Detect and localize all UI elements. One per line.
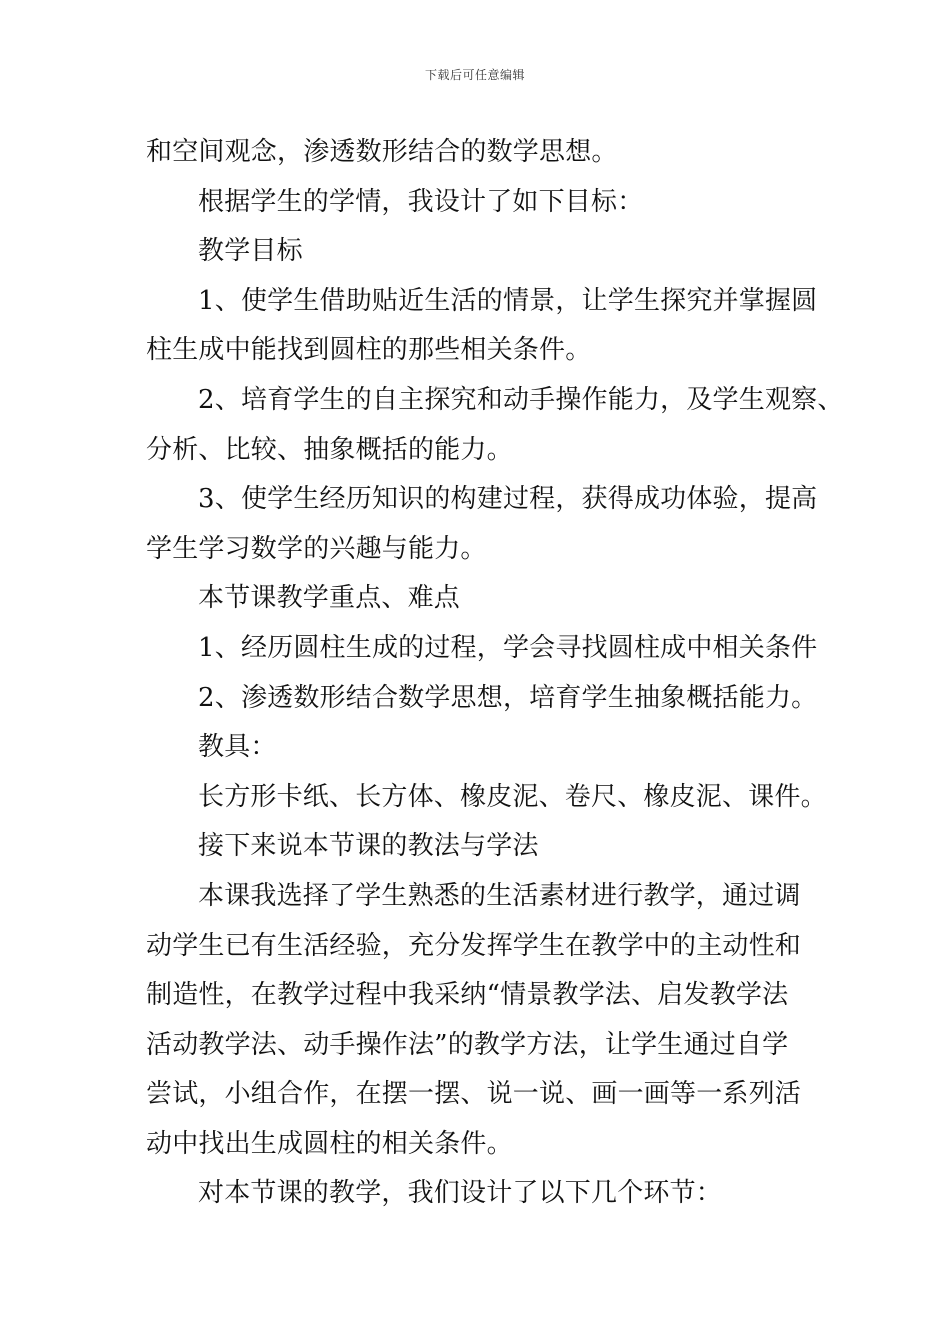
paragraph-line: 分析、比较、抽象概括的能力。 bbox=[146, 434, 513, 465]
paragraph-line: 动学生已有生活经验，充分发挥学生在教学中的主动性和 bbox=[146, 930, 802, 961]
paragraph-line: 2、渗透数形结合数学思想，培育学生抽象概括能力。 bbox=[198, 682, 818, 713]
paragraph-line: 2、培育学生的自主探究和动手操作能力，及学生观察、 bbox=[198, 384, 844, 415]
paragraph-line: 1、经历圆柱生成的过程，学会寻找圆柱成中相关条件 bbox=[198, 632, 818, 663]
page-header: 下载后可任意编辑 bbox=[424, 68, 525, 82]
paragraph-line: 柱生成中能找到圆柱的那些相关条件。 bbox=[146, 335, 592, 366]
paragraph-line: 根据学生的学情，我设计了如下目标： bbox=[198, 186, 644, 217]
paragraph-line: 学生学习数学的兴趣与能力。 bbox=[146, 533, 487, 564]
paragraph-line: 对本节课的教学，我们设计了以下几个环节： bbox=[198, 1178, 723, 1209]
section-heading: 接下来说本节课的教法与学法 bbox=[198, 831, 539, 862]
paragraph-line: 制造性，在教学过程中我采纳“情景教学法、启发教学法 bbox=[146, 980, 789, 1011]
paragraph-line: 长方形卡纸、长方体、橡皮泥、卷尺、橡皮泥、课件。 bbox=[198, 781, 827, 812]
paragraph-line: 活动教学法、动手操作法”的教学方法，让学生通过自学 bbox=[146, 1029, 789, 1060]
paragraph-line: 尝试，小组合作，在摆一摆、说一说、画一画等一系列活 bbox=[146, 1079, 802, 1110]
paragraph-line: 3、使学生经历知识的构建过程，获得成功体验，提高 bbox=[198, 484, 818, 515]
section-heading: 本节课教学重点、难点 bbox=[198, 583, 461, 614]
paragraph-line: 本课我选择了学生熟悉的生活素材进行教学，通过调 bbox=[198, 880, 801, 911]
paragraph-line: 和空间观念，渗透数形结合的数学思想。 bbox=[146, 137, 618, 167]
section-heading: 教具： bbox=[198, 732, 277, 763]
document-body bbox=[146, 128, 844, 1219]
paragraph-line: 1、使学生借助贴近生活的情景，让学生探究并掌握圆 bbox=[198, 285, 818, 316]
section-heading: 教学目标 bbox=[198, 236, 303, 267]
paragraph-line: 动中找出生成圆柱的相关条件。 bbox=[146, 1128, 513, 1159]
